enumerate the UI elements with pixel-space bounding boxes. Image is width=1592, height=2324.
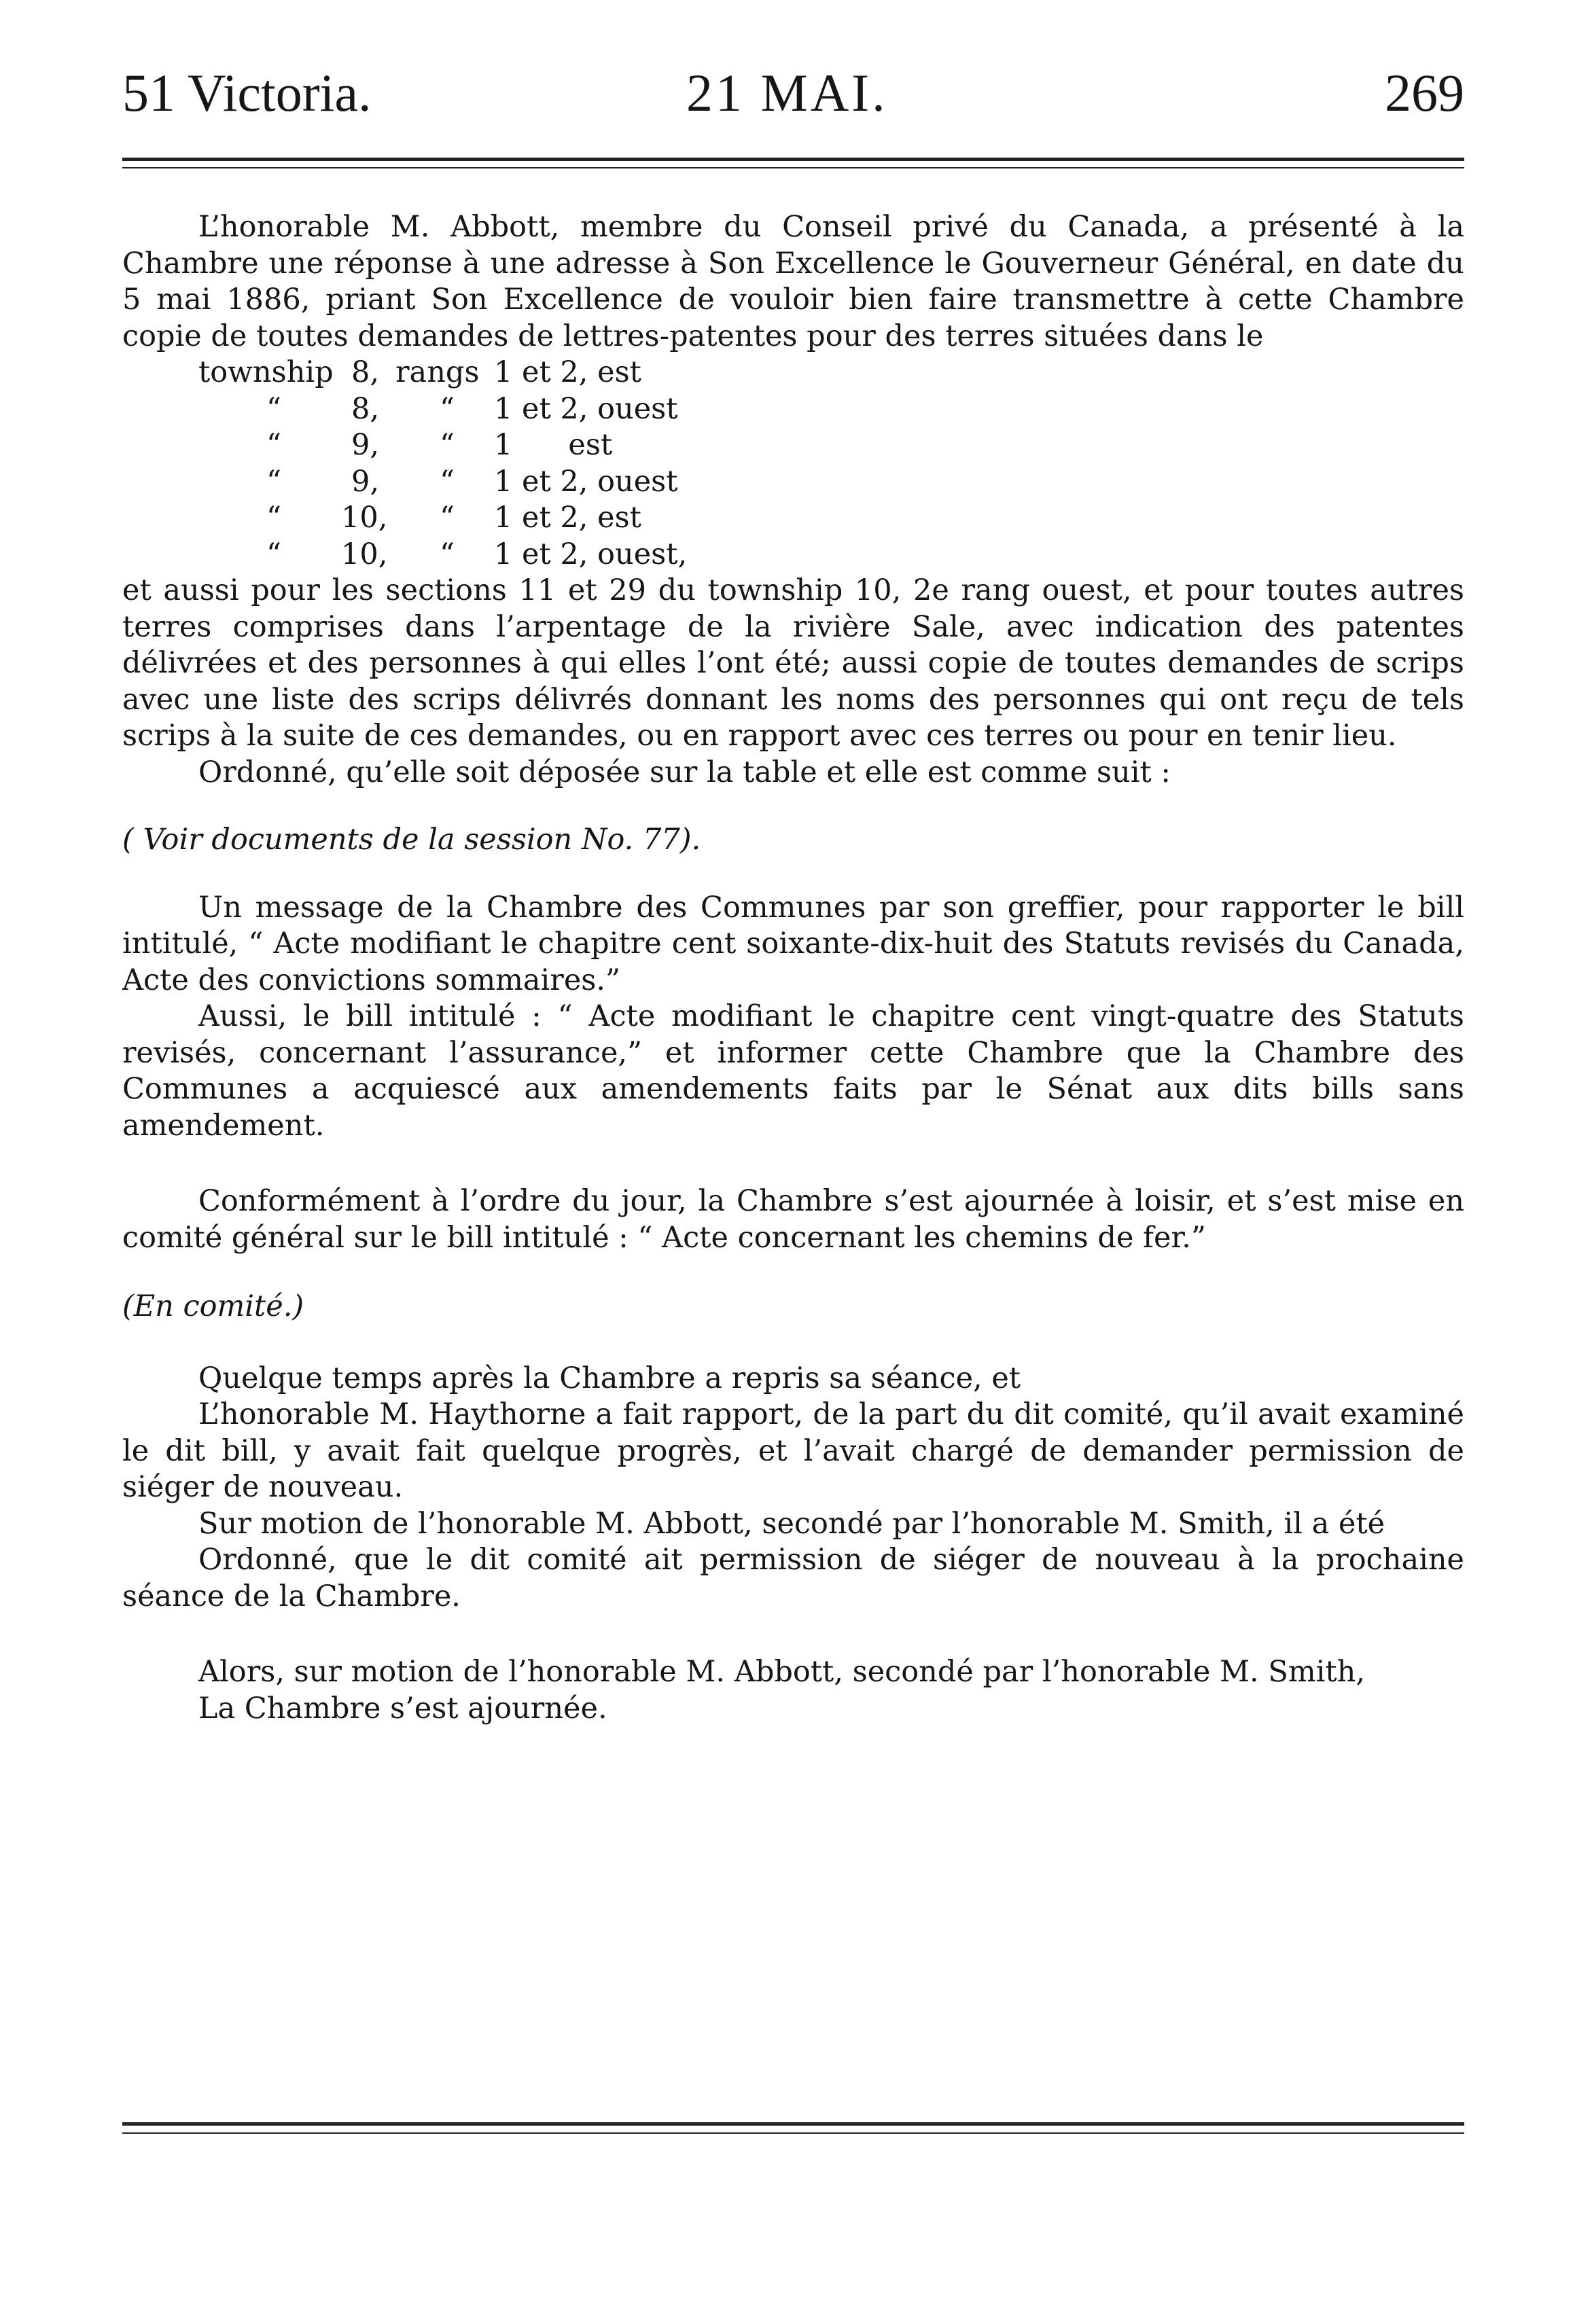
paragraph-sitting-resumed: Quelque temps après la Chambre a repris sa séance, et [198, 1361, 1021, 1395]
paragraph-sections-and-scrips: et aussi pour les sections 11 et 29 du township 10, 2e rang ouest, et pour toutes autres terres comprises dans l’arpentage de la rivière Sale, avec indication des patentes délivrées et des personnes à qui elles l’ont été; aussi copie de toutes demandes de scrips avec une liste des scrips délivrés donnant les noms des personnes qui ont reçu de tels scrips à la suite de ces demandes, ou en rapport avec ces terres ou pour en tenir lieu. [122, 573, 1464, 753]
paragraph-motion: Sur motion de l’honorable M. Abbott, secondé par l’honorable M. Smith, il a été [198, 1506, 1385, 1541]
paragraph-committee-ordered: Ordonné, que le dit comité ait permission de siéger de nouveau à la prochaine séance de la Chambre. [122, 1543, 1464, 1613]
page-number: 269 [1385, 63, 1464, 122]
township-list [198, 355, 1464, 573]
header-session: 51 Victoria. [122, 63, 372, 122]
header-date: 21 MAI. [686, 63, 888, 122]
paragraph-ordered-deposit: Ordonné, qu’elle soit déposée sur la table et elle est comme suit : [198, 755, 1171, 789]
paragraph-haythorne-report: L’honorable M. Haythorne a fait rapport, de la part du dit comité, qu’il avait examiné le dit bill, y avait fait quelque progrès, et l’avait chargé de demander permission de siéger de nouveau. [122, 1397, 1464, 1504]
paragraph-adjourned: La Chambre s’est ajournée. [198, 1691, 607, 1726]
running-header [122, 62, 1464, 137]
township-row: “ 10, “ 1 et 2, est [266, 501, 641, 535]
section-gap [122, 1615, 1464, 1654]
paragraph-final-motion: Alors, sur motion de l’honorable M. Abbott, secondé par l’honorable M. Smith, [198, 1655, 1366, 1689]
township-row: “ 9, “ 1 et 2, ouest [266, 464, 678, 499]
section-gap [122, 1144, 1464, 1183]
paragraph-address-response: L’honorable M. Abbott, membre du Conseil privé du Canada, a présenté à la Chambre une réponse à une adresse à Son Excellence le Gouverneur Général, en date du 5 mai 1886, priant Son Excellence de vouloir bien faire transmettre à cette Chambre copie de toutes demandes de lettres-patentes pour des terres situées dans le [122, 210, 1464, 353]
paragraph-commons-message: Un message de la Chambre des Communes par son greffier, pour rapporter le bill intitulé, “ Acte modifiant le chapitre cent soixante-dix-huit des Statuts revisés du Canada, Acte des convictions sommaires.” [122, 890, 1464, 997]
paragraph-committee-of-whole: Conformément à l’ordre du jour, la Chambre s’est ajournée à loisir, et s’est mise en comité général sur le bill intitulé : “ Acte concernant les chemins de fer.” [122, 1184, 1464, 1255]
footer-rule-thick [122, 2122, 1464, 2126]
township-row: “ 9, “ 1 est [266, 428, 613, 462]
sessional-document-reference: ( Voir documents de la session No. 77). [122, 823, 701, 857]
township-row: “ 10, “ 1 et 2, ouest, [266, 537, 688, 571]
header-rule-thick [122, 158, 1464, 161]
header-rule-thin [122, 167, 1464, 168]
township-row: “ 8, “ 1 et 2, ouest [266, 391, 678, 426]
paragraph-insurance-bill: Aussi, le bill intitulé : “ Acte modifiant le chapitre cent vingt-quatre des Statuts revisés, concernant l’assurance,” et informer cette Chambre que la Chambre des Communes a acquiescé aux amendements faits par le Sénat aux dits bills sans amendement. [122, 999, 1464, 1143]
committee-heading: (En comité.) [122, 1289, 304, 1323]
township-row: township 8, rangs 1 et 2, est [198, 355, 641, 389]
footer-rule-thin [122, 2132, 1464, 2134]
page-body [122, 209, 1464, 1727]
